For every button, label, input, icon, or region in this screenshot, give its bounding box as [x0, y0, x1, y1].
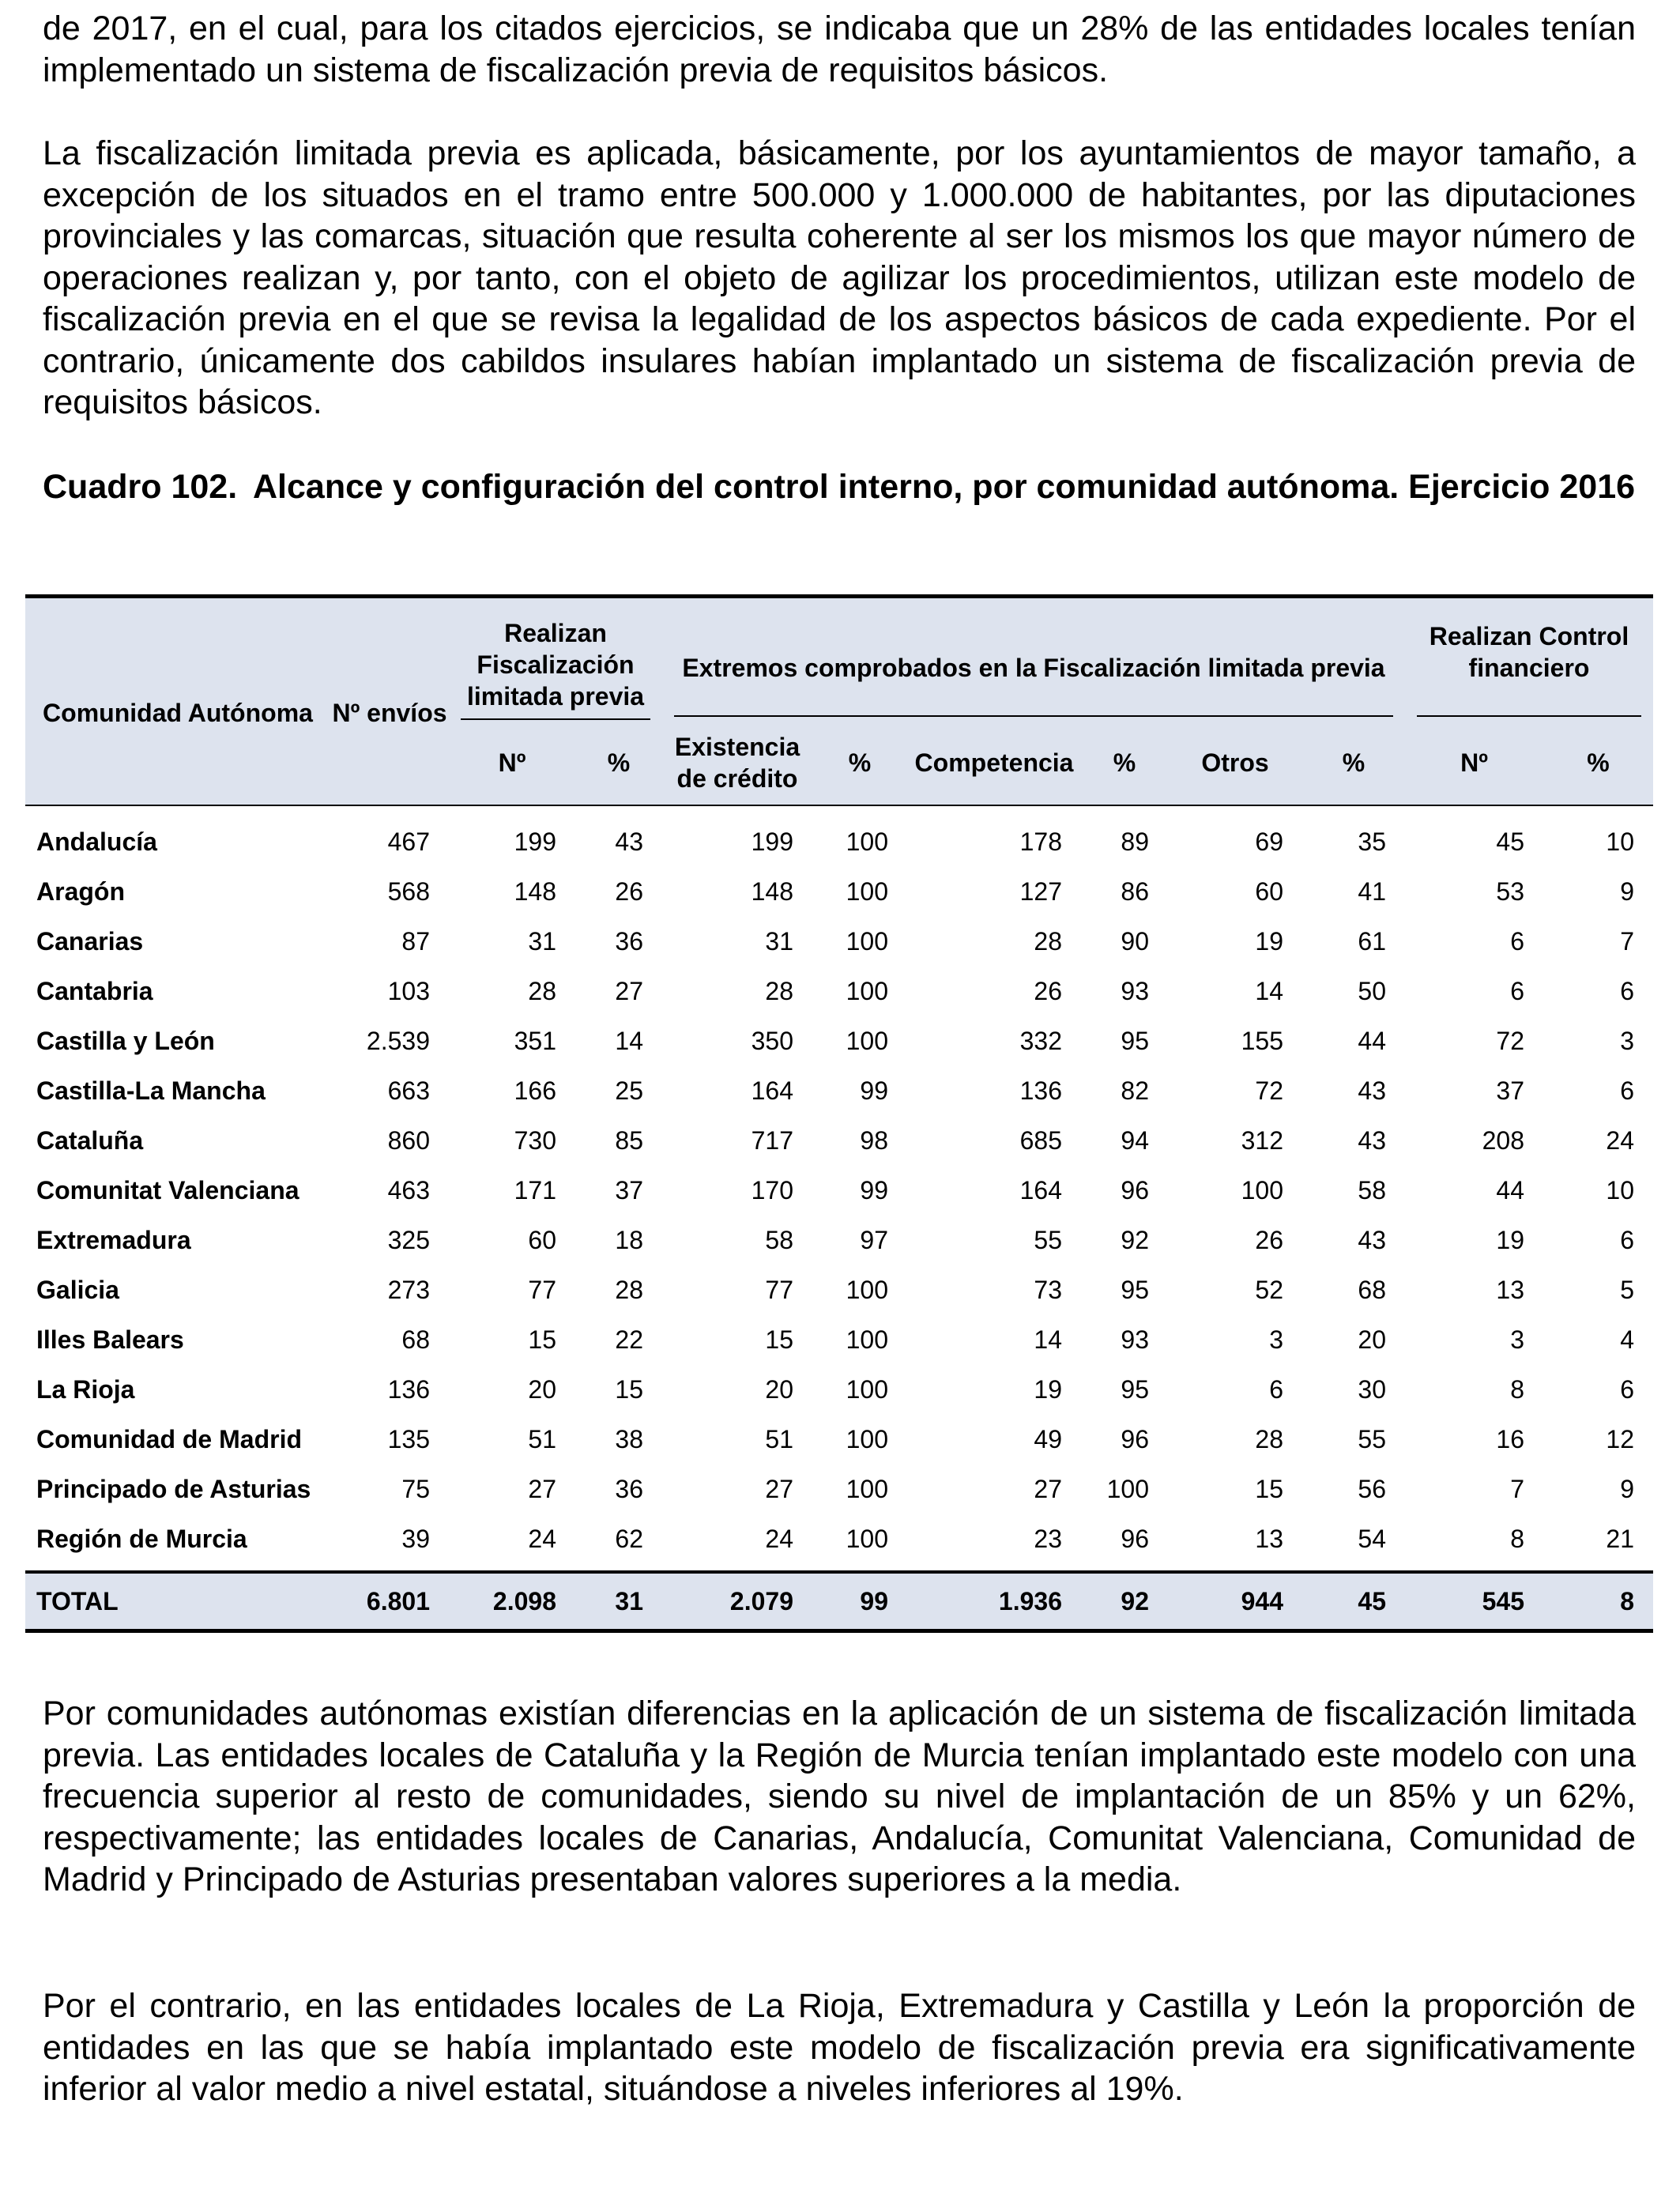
table-cell: 100 [846, 1325, 888, 1354]
table-cell: 35 [1358, 827, 1386, 856]
total-cell: 1.936 [907, 1572, 1081, 1631]
total-cell: 6.801 [330, 1572, 449, 1631]
table-cell: 351 [514, 1027, 556, 1055]
row-label: La Rioja [36, 1375, 135, 1404]
table-cell: 15 [765, 1325, 793, 1354]
table-cell: 43 [615, 827, 643, 856]
table-cell: 19 [1034, 1375, 1062, 1404]
table-cell: 41 [1358, 877, 1386, 906]
table-cell: 663 [387, 1076, 430, 1105]
header-fiscalizacion: Realizan Fiscalización limitada previa [449, 597, 662, 722]
table-cell: 325 [387, 1226, 430, 1254]
table-cell: 100 [1241, 1176, 1283, 1204]
table-cell: 100 [846, 1425, 888, 1453]
table-cell: 62 [615, 1525, 643, 1553]
table-cell: 136 [1019, 1076, 1062, 1105]
table-cell: 96 [1121, 1525, 1149, 1553]
table-cell: 3 [1510, 1325, 1524, 1354]
table-cell: 568 [387, 877, 430, 906]
table-cell: 87 [401, 927, 430, 956]
table-cell: 6 [1620, 1226, 1634, 1254]
table-cell: 8 [1510, 1525, 1524, 1553]
header-extremos: Extremos comprobados en la Fiscalización limitada previa [662, 597, 1405, 722]
row-label: Cataluña [36, 1126, 144, 1155]
table-cell: 27 [765, 1475, 793, 1503]
table-cell: 13 [1496, 1276, 1524, 1304]
row-label: Castilla-La Mancha [36, 1076, 266, 1105]
table-cell: 463 [387, 1176, 430, 1204]
header-fisc-n: Nº [449, 721, 575, 805]
table-cell: 5 [1620, 1276, 1634, 1304]
table-cell: 166 [514, 1076, 556, 1105]
table-cell: 6 [1269, 1375, 1283, 1404]
table-cell: 24 [765, 1525, 793, 1553]
table-cell: 730 [514, 1126, 556, 1155]
row-label: Principado de Asturias [36, 1475, 311, 1503]
table-cell: 135 [387, 1425, 430, 1453]
table-cell: 93 [1121, 1325, 1149, 1354]
table-row [25, 1016, 1653, 1066]
table-row [25, 1166, 1653, 1216]
total-cell: 545 [1405, 1572, 1543, 1631]
table-cell: 164 [1019, 1176, 1062, 1204]
table-cell: 350 [751, 1027, 793, 1055]
table-cell: 164 [751, 1076, 793, 1105]
header-existencia-pct: % [812, 721, 907, 805]
table-cell: 24 [1606, 1126, 1634, 1155]
table-cell: 28 [1255, 1425, 1283, 1453]
table-cell: 15 [1255, 1475, 1283, 1503]
table-cell: 89 [1121, 827, 1149, 856]
table-cell: 199 [751, 827, 793, 856]
table-total-row [25, 1572, 1653, 1631]
table-cell: 100 [846, 1525, 888, 1553]
table-cell: 127 [1019, 877, 1062, 906]
table-cell: 6 [1620, 977, 1634, 1005]
table-cell: 36 [615, 927, 643, 956]
table-cell: 92 [1121, 1226, 1149, 1254]
table-cell: 60 [1255, 877, 1283, 906]
row-label: Región de Murcia [36, 1525, 247, 1553]
table-cell: 20 [1358, 1325, 1386, 1354]
table-cell: 22 [615, 1325, 643, 1354]
total-label: TOTAL [25, 1572, 330, 1631]
header-competencia-pct: % [1081, 721, 1168, 805]
table-cell: 56 [1358, 1475, 1386, 1503]
caption-title: Alcance y configuración del control interno, por comunidad autónoma. Ejercicio 2016 [253, 468, 1636, 506]
table-cell: 37 [615, 1176, 643, 1204]
table-cell: 14 [1255, 977, 1283, 1005]
control-interno-table [25, 594, 1653, 1633]
total-cell: 45 [1302, 1572, 1405, 1631]
table-cell: 28 [615, 1276, 643, 1304]
table-cell: 50 [1358, 977, 1386, 1005]
table-cell: 69 [1255, 827, 1283, 856]
table-cell: 53 [1496, 877, 1524, 906]
table-cell: 68 [1358, 1276, 1386, 1304]
table-cell: 13 [1255, 1525, 1283, 1553]
table-cell: 199 [514, 827, 556, 856]
table-cell: 312 [1241, 1126, 1283, 1155]
table-cell: 15 [528, 1325, 556, 1354]
table-cell: 12 [1606, 1425, 1634, 1453]
table-row [25, 917, 1653, 967]
table-cell: 98 [860, 1126, 888, 1155]
table-cell: 93 [1121, 977, 1149, 1005]
table-cell: 45 [1496, 827, 1524, 856]
table-row [25, 1265, 1653, 1315]
table-cell: 10 [1606, 827, 1634, 856]
table-cell: 208 [1482, 1126, 1524, 1155]
table-cell: 3 [1620, 1027, 1634, 1055]
table-row [25, 1465, 1653, 1514]
table-cell: 75 [401, 1475, 430, 1503]
table-cell: 97 [860, 1226, 888, 1254]
table-row [25, 1116, 1653, 1166]
table-cell: 43 [1358, 1126, 1386, 1155]
table-cell: 148 [751, 877, 793, 906]
table-cell: 58 [765, 1226, 793, 1254]
table-cell: 38 [615, 1425, 643, 1453]
table-cell: 51 [528, 1425, 556, 1453]
header-existencia: Existencia de crédito [662, 721, 812, 805]
table-cell: 6 [1620, 1076, 1634, 1105]
table-cell: 21 [1606, 1525, 1634, 1553]
table-cell: 7 [1620, 927, 1634, 956]
table-cell: 95 [1121, 1375, 1149, 1404]
table-cell: 148 [514, 877, 556, 906]
table-cell: 27 [1034, 1475, 1062, 1503]
row-label: Comunidad de Madrid [36, 1425, 302, 1453]
total-cell: 944 [1168, 1572, 1302, 1631]
table-cell: 6 [1620, 1375, 1634, 1404]
table-body [25, 805, 1653, 1572]
table-row [25, 1315, 1653, 1365]
total-cell: 92 [1081, 1572, 1168, 1631]
table-row [25, 1216, 1653, 1265]
table-cell: 170 [751, 1176, 793, 1204]
header-control-pct: % [1543, 721, 1653, 805]
table-cell: 14 [1034, 1325, 1062, 1354]
table-cell: 85 [615, 1126, 643, 1155]
table-cell: 100 [846, 1276, 888, 1304]
paragraph-contrario: Por el contrario, en las entidades locales de La Rioja, Extremadura y Castilla y León la proporción de entidades en las que se había implantado este modelo de fiscalización previa era significativamente inferior al valor medio a nivel estatal, situándose a niveles inferiores al 19%. [43, 1987, 1636, 2108]
table-cell: 31 [765, 927, 793, 956]
table-cell: 3 [1269, 1325, 1283, 1354]
header-fisc-pct: % [575, 721, 662, 805]
table-cell: 467 [387, 827, 430, 856]
table-cell: 178 [1019, 827, 1062, 856]
table-cell: 99 [860, 1176, 888, 1204]
table-cell: 7 [1510, 1475, 1524, 1503]
table-cell: 73 [1034, 1276, 1062, 1304]
table-cell: 36 [615, 1475, 643, 1503]
table-cell: 100 [846, 1375, 888, 1404]
row-label: Extremadura [36, 1226, 191, 1254]
table-cell: 6 [1510, 927, 1524, 956]
table-cell: 49 [1034, 1425, 1062, 1453]
table-cell: 100 [1106, 1475, 1149, 1503]
header-control: Realizan Control financiero [1405, 597, 1653, 722]
table-cell: 51 [765, 1425, 793, 1453]
total-cell: 8 [1543, 1572, 1653, 1631]
table-cell: 2.539 [366, 1027, 430, 1055]
table-row [25, 867, 1653, 917]
table-cell: 26 [1255, 1226, 1283, 1254]
header-otros: Otros [1168, 721, 1302, 805]
table-cell: 44 [1496, 1176, 1524, 1204]
table-cell: 103 [387, 977, 430, 1005]
table-cell: 96 [1121, 1176, 1149, 1204]
table-cell: 86 [1121, 877, 1149, 906]
table-cell: 95 [1121, 1027, 1149, 1055]
table-cell: 28 [528, 977, 556, 1005]
table-cell: 68 [401, 1325, 430, 1354]
table-cell: 27 [615, 977, 643, 1005]
table-cell: 60 [528, 1226, 556, 1254]
header-control-n: Nº [1405, 721, 1543, 805]
table-cell: 9 [1620, 877, 1634, 906]
table-cell: 136 [387, 1375, 430, 1404]
table-cell: 55 [1034, 1226, 1062, 1254]
total-cell: 99 [812, 1572, 907, 1631]
table-cell: 6 [1510, 977, 1524, 1005]
table-row [25, 1514, 1653, 1572]
table-cell: 72 [1255, 1076, 1283, 1105]
table-cell: 72 [1496, 1027, 1524, 1055]
table-cell: 171 [514, 1176, 556, 1204]
table-cell: 94 [1121, 1126, 1149, 1155]
table-cell: 4 [1620, 1325, 1634, 1354]
table-cell: 14 [615, 1027, 643, 1055]
table-cell: 52 [1255, 1276, 1283, 1304]
table-cell: 28 [765, 977, 793, 1005]
table-cell: 26 [1034, 977, 1062, 1005]
table-row [25, 967, 1653, 1016]
table-cell: 100 [846, 977, 888, 1005]
table-cell: 30 [1358, 1375, 1386, 1404]
table-cell: 9 [1620, 1475, 1634, 1503]
header-envios: Nº envíos [330, 597, 449, 806]
table-cell: 19 [1496, 1226, 1524, 1254]
table-cell: 61 [1358, 927, 1386, 956]
table-cell: 16 [1496, 1425, 1524, 1453]
row-label: Galicia [36, 1276, 119, 1304]
table-cell: 19 [1255, 927, 1283, 956]
table-cell: 58 [1358, 1176, 1386, 1204]
table-cell: 54 [1358, 1525, 1386, 1553]
row-label: Canarias [36, 927, 144, 956]
table-cell: 10 [1606, 1176, 1634, 1204]
paragraph-intro: de 2017, en el cual, para los citados ejercicios, se indicaba que un 28% de las entidades locales tenían implementado un sistema de fiscalización previa de requisitos básicos. [43, 9, 1636, 89]
table-row [25, 1365, 1653, 1415]
table-cell: 90 [1121, 927, 1149, 956]
table-cell: 20 [765, 1375, 793, 1404]
table-container [25, 594, 1653, 1633]
row-label: Aragón [36, 877, 125, 906]
table-cell: 24 [528, 1525, 556, 1553]
table-cell: 95 [1121, 1276, 1149, 1304]
table-cell: 96 [1121, 1425, 1149, 1453]
table-cell: 27 [528, 1475, 556, 1503]
table-cell: 100 [846, 827, 888, 856]
table-cell: 77 [765, 1276, 793, 1304]
table-cell: 100 [846, 877, 888, 906]
table-cell: 100 [846, 927, 888, 956]
table-cell: 43 [1358, 1226, 1386, 1254]
table-row [25, 805, 1653, 867]
paragraph-comunidades: Por comunidades autónomas existían diferencias en la aplicación de un sistema de fiscalización limitada previa. Las entidades locales de Cataluña y la Región de Murcia tenían implantado este modelo con una frecuencia superior al resto de comunidades, siendo su nivel de implantación de un 85% y un 62%, respectivamente; las entidades locales de Canarias, Andalucía, Comunitat Valenciana, Comunidad de Madrid y Principado de Asturias presentaban valores superiores a la media. [43, 1695, 1636, 1898]
table-cell: 28 [1034, 927, 1062, 956]
caption-number: Cuadro 102. [43, 468, 238, 506]
row-label: Comunitat Valenciana [36, 1176, 299, 1204]
table-cell: 685 [1019, 1126, 1062, 1155]
table-cell: 26 [615, 877, 643, 906]
row-label: Illes Balears [36, 1325, 184, 1354]
table-row [25, 1066, 1653, 1116]
table-cell: 44 [1358, 1027, 1386, 1055]
header-competencia: Competencia [907, 721, 1081, 805]
table-cell: 18 [615, 1226, 643, 1254]
table-cell: 23 [1034, 1525, 1062, 1553]
table-cell: 82 [1121, 1076, 1149, 1105]
table-cell: 31 [528, 927, 556, 956]
table-cell: 100 [846, 1475, 888, 1503]
row-label: Castilla y León [36, 1027, 215, 1055]
table-cell: 860 [387, 1126, 430, 1155]
table-cell: 37 [1496, 1076, 1524, 1105]
table-row [25, 1415, 1653, 1465]
header-otros-pct: % [1302, 721, 1405, 805]
table-cell: 20 [528, 1375, 556, 1404]
paragraph-fiscalizacion: La fiscalización limitada previa es aplicada, básicamente, por los ayuntamientos de mayor tamaño, a excepción de los situados en el tramo entre 500.000 y 1.000.000 de habitantes, por las diputaciones provinciales y las comarcas, situación que resulta coherente al ser los mismos los que mayor número de operaciones realizan y, por tanto, con el objeto de agilizar los procedimientos, utilizan este modelo de fiscalización previa en el que se revisa la legalidad de los aspectos básicos de cada expediente. Por el contrario, únicamente dos cabildos insulares habían implantado un sistema de fiscalización previa de requisitos básicos. [43, 134, 1636, 421]
table-cell: 8 [1510, 1375, 1524, 1404]
table-cell: 100 [846, 1027, 888, 1055]
table-cell: 332 [1019, 1027, 1062, 1055]
table-cell: 273 [387, 1276, 430, 1304]
total-cell: 31 [575, 1572, 662, 1631]
row-label: Cantabria [36, 977, 153, 1005]
table-cell: 43 [1358, 1076, 1386, 1105]
table-cell: 25 [615, 1076, 643, 1105]
total-cell: 2.098 [449, 1572, 575, 1631]
table-cell: 155 [1241, 1027, 1283, 1055]
header-comunidad: Comunidad Autónoma [25, 597, 330, 806]
table-cell: 39 [401, 1525, 430, 1553]
table-cell: 717 [751, 1126, 793, 1155]
table-cell: 55 [1358, 1425, 1386, 1453]
total-cell: 2.079 [662, 1572, 812, 1631]
row-label: Andalucía [36, 827, 157, 856]
table-cell: 15 [615, 1375, 643, 1404]
table-cell: 77 [528, 1276, 556, 1304]
table-cell: 99 [860, 1076, 888, 1105]
